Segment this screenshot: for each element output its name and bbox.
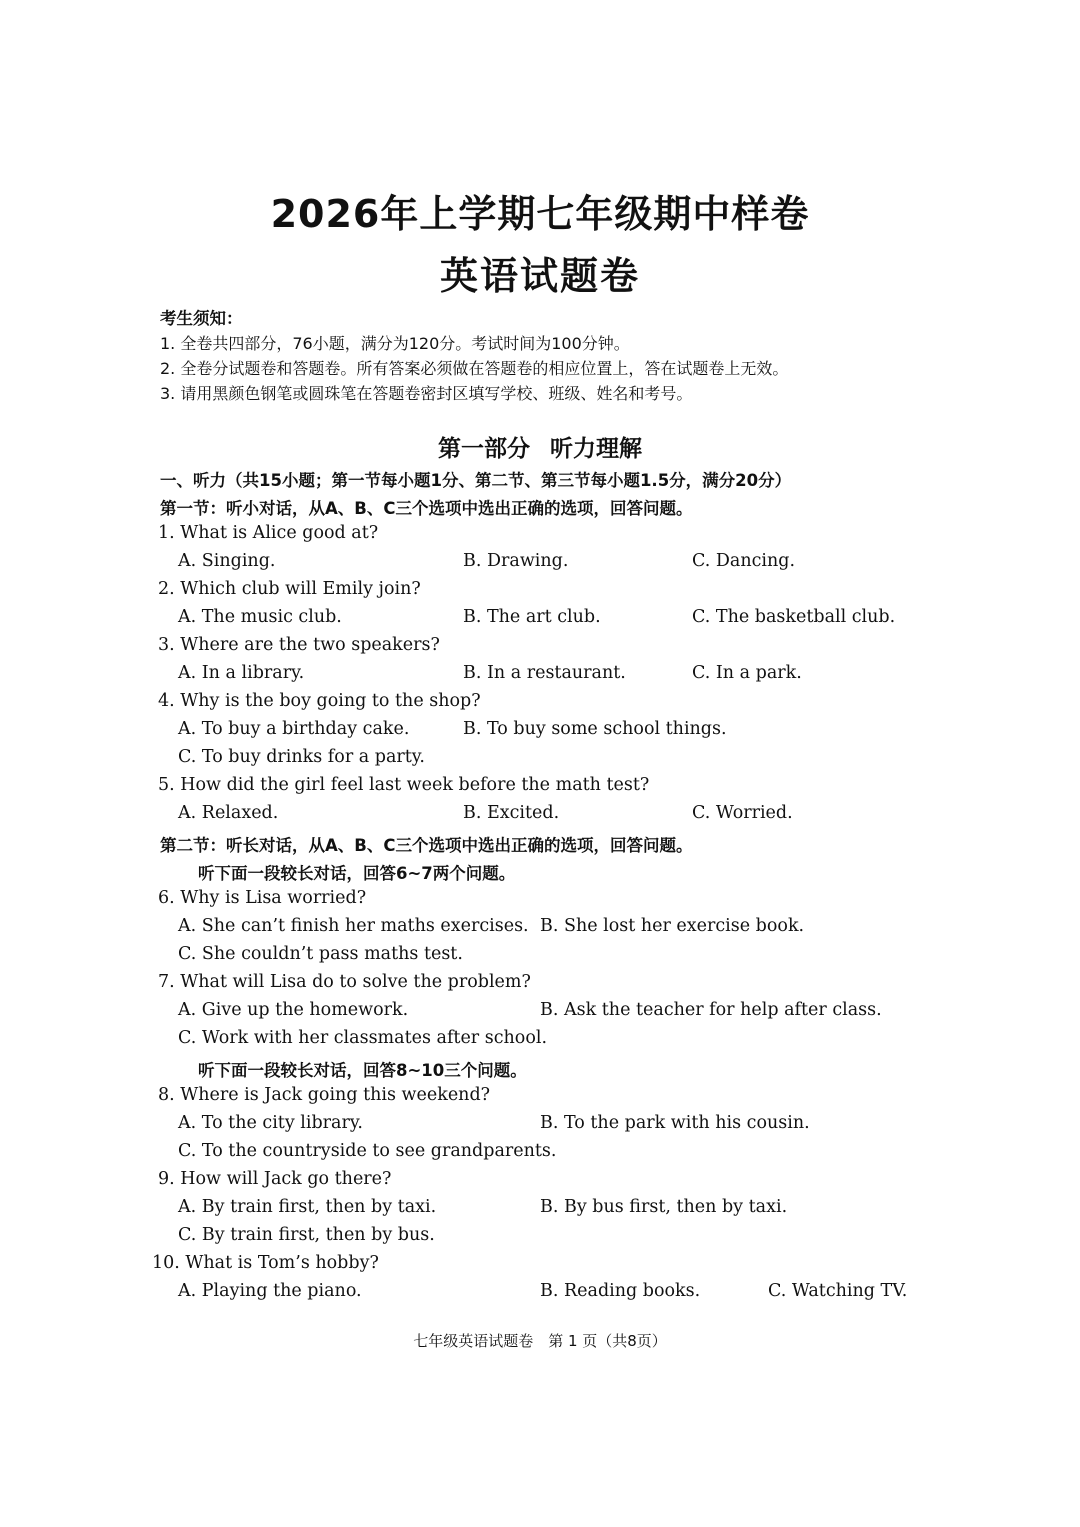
option-3b: B. In a restaurant. — [463, 663, 626, 683]
page-footer: 七年级英语试题卷 第 1 页（共8页） — [413, 1332, 667, 1350]
option-2c: C. The basketball club. — [692, 607, 896, 627]
option-2a: A. The music club. — [178, 607, 342, 627]
option-6c: C. She couldn’t pass maths test. — [178, 944, 463, 964]
option-9b: B. By bus first, then by taxi. — [540, 1197, 788, 1217]
notice-item-1: 1. 全卷共四部分，76小题，满分为120分。考试时间为100分钟。 — [160, 334, 630, 353]
option-9a: A. By train first, then by taxi. — [178, 1197, 437, 1217]
option-2b: B. The art club. — [463, 607, 601, 627]
exam-title: 2026年上学期七年级期中样卷 — [270, 192, 810, 236]
option-7a: A. Give up the homework. — [178, 1000, 409, 1020]
question-6: 6. Why is Lisa worried? — [158, 888, 367, 908]
section-heading: 一、听力（共15小题；第一节每小题1分、第二节、第三节每小题1.5分，满分20分） — [160, 471, 792, 490]
option-1c: C. Dancing. — [692, 551, 796, 571]
part-name: 听力理解 — [550, 436, 642, 462]
notice-heading: 考生须知： — [160, 309, 243, 328]
part-label: 第一部分 — [438, 436, 530, 462]
option-7c: C. Work with her classmates after school. — [178, 1028, 548, 1048]
notice-item-3: 3. 请用黑颜色钢笔或圆珠笔在答题卷密封区填写学校、班级、姓名和考号。 — [160, 384, 693, 403]
dialog-note-6-7: 听下面一段较长对话，回答6~7两个问题。 — [198, 864, 516, 883]
option-9c: C. By train first, then by bus. — [178, 1225, 435, 1245]
option-7b: B. Ask the teacher for help after class. — [540, 1000, 882, 1020]
option-4a: A. To buy a birthday cake. — [178, 719, 410, 739]
question-7: 7. What will Lisa do to solve the problem? — [158, 972, 531, 992]
option-4c: C. To buy drinks for a party. — [178, 747, 425, 767]
question-9: 9. How will Jack go there? — [158, 1169, 392, 1189]
option-1b: B. Drawing. — [463, 551, 569, 571]
option-10c: C. Watching TV. — [768, 1281, 908, 1301]
option-10b: B. Reading books. — [540, 1281, 701, 1301]
option-3a: A. In a library. — [178, 663, 305, 683]
question-5: 5. How did the girl feel last week before the math test? — [158, 775, 650, 795]
option-5b: B. Excited. — [463, 803, 560, 823]
option-8a: A. To the city library. — [178, 1113, 363, 1133]
option-5c: C. Worried. — [692, 803, 793, 823]
question-1: 1. What is Alice good at? — [158, 523, 379, 543]
question-4: 4. Why is the boy going to the shop? — [158, 691, 481, 711]
part-title — [0, 430, 1080, 463]
option-6a: A. She can’t finish her maths exercises. — [178, 916, 529, 936]
option-8c: C. To the countryside to see grandparents. — [178, 1141, 557, 1161]
subsection-1-heading: 第一节：听小对话，从A、B、C三个选项中选出正确的选项，回答问题。 — [160, 499, 693, 518]
option-10a: A. Playing the piano. — [178, 1281, 362, 1301]
question-10: 10. What is Tom’s hobby? — [152, 1253, 379, 1273]
notice-item-2: 2. 全卷分试题卷和答题卷。所有答案必须做在答题卷的相应位置上，答在试题卷上无效。 — [160, 359, 789, 378]
question-8: 8. Where is Jack going this weekend? — [158, 1085, 491, 1105]
option-4b: B. To buy some school things. — [463, 719, 727, 739]
option-6b: B. She lost her exercise book. — [540, 916, 805, 936]
question-2: 2. Which club will Emily join? — [158, 579, 421, 599]
exam-subtitle: 英语试题卷 — [439, 254, 640, 298]
option-1a: A. Singing. — [178, 551, 276, 571]
question-3: 3. Where are the two speakers? — [158, 635, 440, 655]
option-3c: C. In a park. — [692, 663, 802, 683]
option-5a: A. Relaxed. — [178, 803, 279, 823]
option-8b: B. To the park with his cousin. — [540, 1113, 810, 1133]
subsection-2-heading: 第二节：听长对话，从A、B、C三个选项中选出正确的选项，回答问题。 — [160, 836, 693, 855]
dialog-note-8-10: 听下面一段较长对话，回答8~10三个问题。 — [198, 1061, 527, 1080]
